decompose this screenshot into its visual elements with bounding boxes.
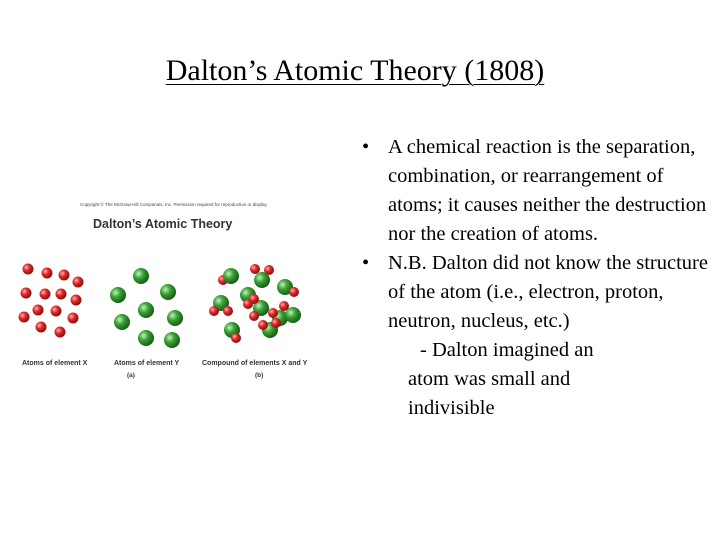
bullet-atom-structure <box>352 249 712 336</box>
red-atom <box>68 313 79 324</box>
red-atom <box>231 333 241 343</box>
bullet-chemical-reaction <box>352 133 712 249</box>
panel-label-a: (a) <box>127 372 135 379</box>
caption-element-x: Atoms of element X <box>22 360 88 367</box>
figure-copyright: Copyright © The McGraw-Hill Companies, Inc. Permission required for reproduction or display. <box>80 202 268 207</box>
red-atom <box>51 306 62 317</box>
element-y-atoms <box>110 268 183 348</box>
green-atom <box>160 284 176 300</box>
red-atom <box>249 294 259 304</box>
green-atom <box>223 268 239 284</box>
green-atom <box>114 314 130 330</box>
slide-body <box>352 133 712 423</box>
red-atom <box>33 305 44 316</box>
green-atom <box>110 287 126 303</box>
green-atom <box>167 310 183 326</box>
molecule <box>209 295 233 316</box>
caption-element-y: Atoms of element Y <box>114 360 180 367</box>
figure-heading: Dalton’s Atomic Theory <box>93 217 233 231</box>
molecule <box>249 294 269 321</box>
red-atom <box>223 306 233 316</box>
molecule <box>224 322 241 343</box>
molecule <box>250 264 274 288</box>
green-atom <box>133 268 149 284</box>
atoms-illustration <box>18 260 330 360</box>
caption-compound: Compound of elements X and Y <box>202 360 308 367</box>
red-atom <box>73 277 84 288</box>
red-atom <box>40 289 51 300</box>
red-atom <box>268 308 278 318</box>
red-atom <box>59 270 70 281</box>
red-atom <box>42 268 53 279</box>
red-atom <box>271 318 281 328</box>
bullet-text: N.B. Dalton did not know the structure of the atom (i.e., electron, proton, neutron, nucleus, etc.) <box>388 252 708 332</box>
red-atom <box>289 287 299 297</box>
red-atom <box>21 288 32 299</box>
slide-title-text: Dalton’s Atomic Theory (1808) <box>165 54 545 87</box>
dalton-atomic-theory-figure <box>18 198 330 386</box>
molecule <box>277 279 299 297</box>
red-atom <box>55 327 66 338</box>
panel-label-b: (b) <box>255 372 264 379</box>
red-atom <box>258 320 268 330</box>
green-atom <box>254 272 270 288</box>
molecule <box>258 318 281 338</box>
green-atom <box>285 307 301 323</box>
green-atom <box>164 332 180 348</box>
red-atom <box>19 312 30 323</box>
bullet-marker: • <box>362 136 370 158</box>
red-atom <box>250 264 260 274</box>
red-atom <box>71 295 82 306</box>
red-atom <box>36 322 47 333</box>
element-x-atoms <box>19 264 84 338</box>
red-atom <box>56 289 67 300</box>
molecule <box>218 268 239 285</box>
red-atom <box>249 311 259 321</box>
red-atom <box>209 306 219 316</box>
compound-molecules <box>209 264 301 343</box>
green-atom <box>138 302 154 318</box>
bullet-text: A chemical reaction is the separation, combination, or rearrangement of atoms; it causes neither the destruction nor the creation of atoms. <box>388 136 707 245</box>
red-atom <box>23 264 34 275</box>
sub-note-indivisible: - Dalton imagined an atom was small and indivisible <box>408 339 594 419</box>
slide-title <box>0 54 710 88</box>
green-atom <box>138 330 154 346</box>
bullet-marker: • <box>362 252 370 274</box>
